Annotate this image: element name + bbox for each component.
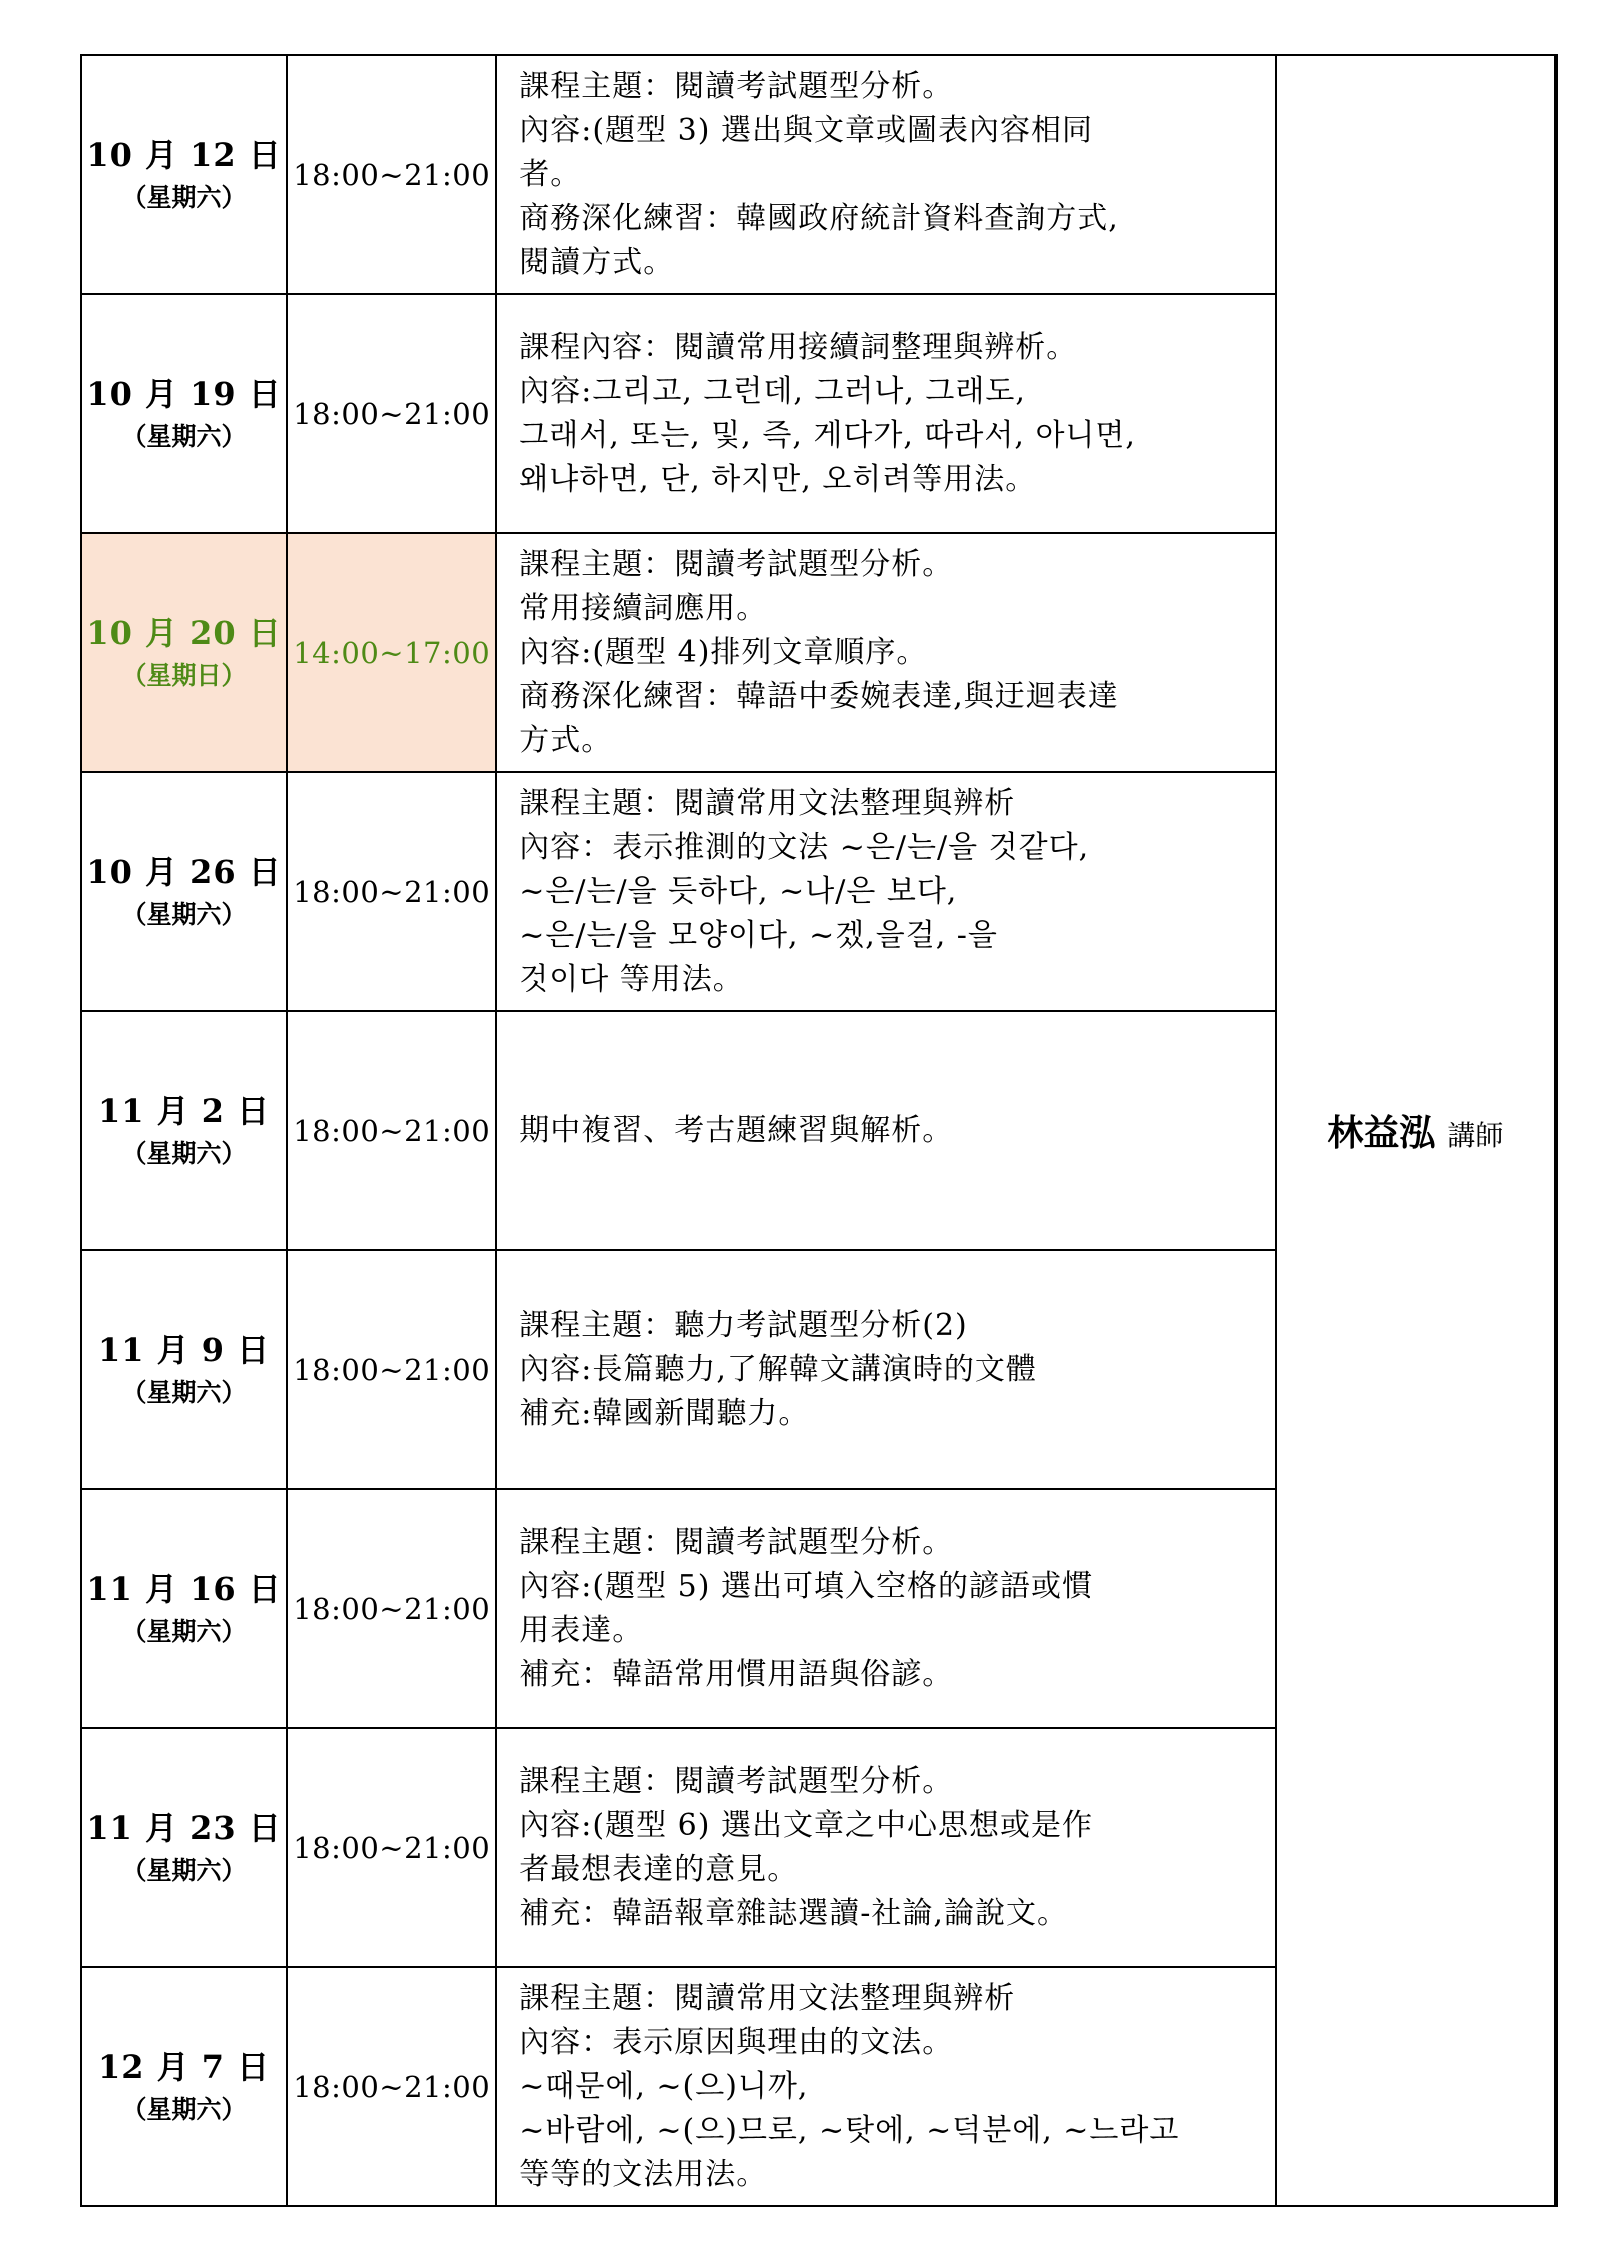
- content-line: 內容:그리고, 그런데, 그러나, 그래도,: [519, 373, 1026, 409]
- teacher-name: 林益泓: [1327, 1113, 1436, 1154]
- content-line: ~때문에, ~(으)니까,: [519, 2068, 809, 2104]
- content-line: 期中複習、考古題練習與解析。: [519, 1112, 954, 1148]
- content-line: 內容:(題型 6) 選出文章之中心思想或是作: [519, 1807, 1093, 1843]
- session-date: 12 月 7 日: [97, 2047, 271, 2086]
- content-line: 補充:韓國新聞聽力。: [519, 1395, 810, 1431]
- content-line: 商務深化練習：韓語中委婉表達,與迂迴表達: [519, 678, 1119, 714]
- date-cell: [81, 772, 287, 1011]
- date-cell: [81, 1489, 287, 1728]
- content-line: 者最想表達的意見。: [519, 1851, 799, 1887]
- session-time: 14:00~17:00: [287, 533, 496, 772]
- session-date: 10 月 26 日: [86, 852, 282, 891]
- content-line: 補充：韓語常用慣用語與俗諺。: [519, 1656, 954, 1692]
- session-weekday: （星期六）: [121, 899, 247, 929]
- content-line: ~바람에, ~(으)므로, ~탓에, ~덕분에, ~느라고: [519, 2112, 1180, 2148]
- date-cell: [81, 294, 287, 533]
- date-cell: [81, 1011, 287, 1250]
- session-weekday: （星期六）: [121, 421, 247, 451]
- content-line: 閱讀方式。: [519, 244, 675, 280]
- content-line: 內容：表示原因與理由的文法。: [519, 2024, 954, 2060]
- content-line: 課程主題：閱讀考試題型分析。: [519, 68, 954, 104]
- teacher-title: 講師: [1447, 1119, 1504, 1152]
- session-content: [496, 1011, 1276, 1250]
- date-cell: [81, 1967, 287, 2206]
- session-time: 18:00~21:00: [287, 1967, 496, 2206]
- content-line: 課程主題：閱讀考試題型分析。: [519, 546, 954, 582]
- content-line: 왜냐하면, 단, 하지만, 오히려等用法。: [519, 461, 1037, 497]
- session-weekday: （星期六）: [121, 1377, 247, 1407]
- schedule-body: [81, 55, 1556, 2206]
- content-line: 課程主題：閱讀常用文法整理與辨析: [519, 785, 1016, 821]
- session-weekday: （星期六）: [121, 1616, 247, 1646]
- session-time: 18:00~21:00: [287, 1728, 496, 1967]
- session-weekday: （星期六）: [121, 1138, 247, 1168]
- content-line: 常用接續詞應用。: [519, 590, 768, 626]
- content-line: 商務深化練習：韓國政府統計資料查詢方式,: [519, 200, 1119, 236]
- date-cell: [81, 55, 287, 294]
- session-weekday: （星期六）: [121, 1855, 247, 1885]
- session-content: [496, 1250, 1276, 1489]
- content-line: 內容:(題型 4)排列文章順序。: [519, 634, 928, 670]
- date-cell: [81, 1728, 287, 1967]
- content-line: 課程主題：聽力考試題型分析(2): [519, 1307, 968, 1343]
- session-content: [496, 294, 1276, 533]
- content-line: 用表達。: [519, 1612, 644, 1648]
- content-line: ~은/는/을 듯하다, ~나/은 보다,: [519, 873, 958, 909]
- session-time: 18:00~21:00: [287, 294, 496, 533]
- session-weekday: （星期六）: [121, 182, 247, 212]
- session-content: [496, 55, 1276, 294]
- content-line: 그래서, 또는, 및, 즉, 게다가, 따라서, 아니면,: [519, 417, 1136, 453]
- session-content: [496, 533, 1276, 772]
- schedule-row: [81, 55, 1556, 294]
- content-line: 內容:(題型 5) 選出可填入空格的諺語或慣: [519, 1568, 1093, 1604]
- session-time: 18:00~21:00: [287, 55, 496, 294]
- date-cell: [81, 533, 287, 772]
- session-time: 18:00~21:00: [287, 1489, 496, 1728]
- course-schedule-table: [80, 54, 1558, 2207]
- content-line: 內容:長篇聽力,了解韓文講演時的文體: [519, 1351, 1037, 1387]
- session-weekday: （星期六）: [121, 2094, 247, 2124]
- content-line: 內容:(題型 3) 選出與文章或圖表內容相同: [519, 112, 1093, 148]
- session-date: 11 月 16 日: [86, 1569, 282, 1608]
- content-line: 補充：韓語報章雜誌選讀-社論,論說文。: [519, 1895, 1068, 1931]
- session-time: 18:00~21:00: [287, 1011, 496, 1250]
- content-line: 者。: [519, 156, 582, 192]
- session-date: 10 月 20 日: [86, 613, 282, 652]
- session-content: [496, 1728, 1276, 1967]
- session-date: 10 月 12 日: [86, 135, 282, 174]
- date-cell: [81, 1250, 287, 1489]
- session-date: 10 月 19 日: [86, 374, 282, 413]
- teacher-cell: [1276, 55, 1556, 2206]
- session-time: 18:00~21:00: [287, 772, 496, 1011]
- content-line: 方式。: [519, 722, 613, 758]
- session-date: 11 月 23 日: [86, 1808, 282, 1847]
- session-weekday: （星期日）: [121, 660, 247, 690]
- content-line: 것이다 等用法。: [519, 961, 744, 997]
- session-date: 11 月 9 日: [97, 1330, 271, 1369]
- content-line: 內容：表示推測的文法 ~은/는/을 것같다,: [519, 829, 1090, 865]
- content-line: 課程主題：閱讀考試題型分析。: [519, 1524, 954, 1560]
- content-line: 課程主題：閱讀常用文法整理與辨析: [519, 1980, 1016, 2016]
- content-line: 課程主題：閱讀考試題型分析。: [519, 1763, 954, 1799]
- content-line: 課程內容：閱讀常用接續詞整理與辨析。: [519, 329, 1078, 365]
- session-content: [496, 772, 1276, 1011]
- content-line: ~은/는/을 모양이다, ~겠,을걸, -을: [519, 917, 998, 953]
- session-time: 18:00~21:00: [287, 1250, 496, 1489]
- session-date: 11 月 2 日: [97, 1091, 271, 1130]
- session-content: [496, 1489, 1276, 1728]
- session-content: [496, 1967, 1276, 2206]
- content-line: 等等的文法用法。: [519, 2156, 768, 2192]
